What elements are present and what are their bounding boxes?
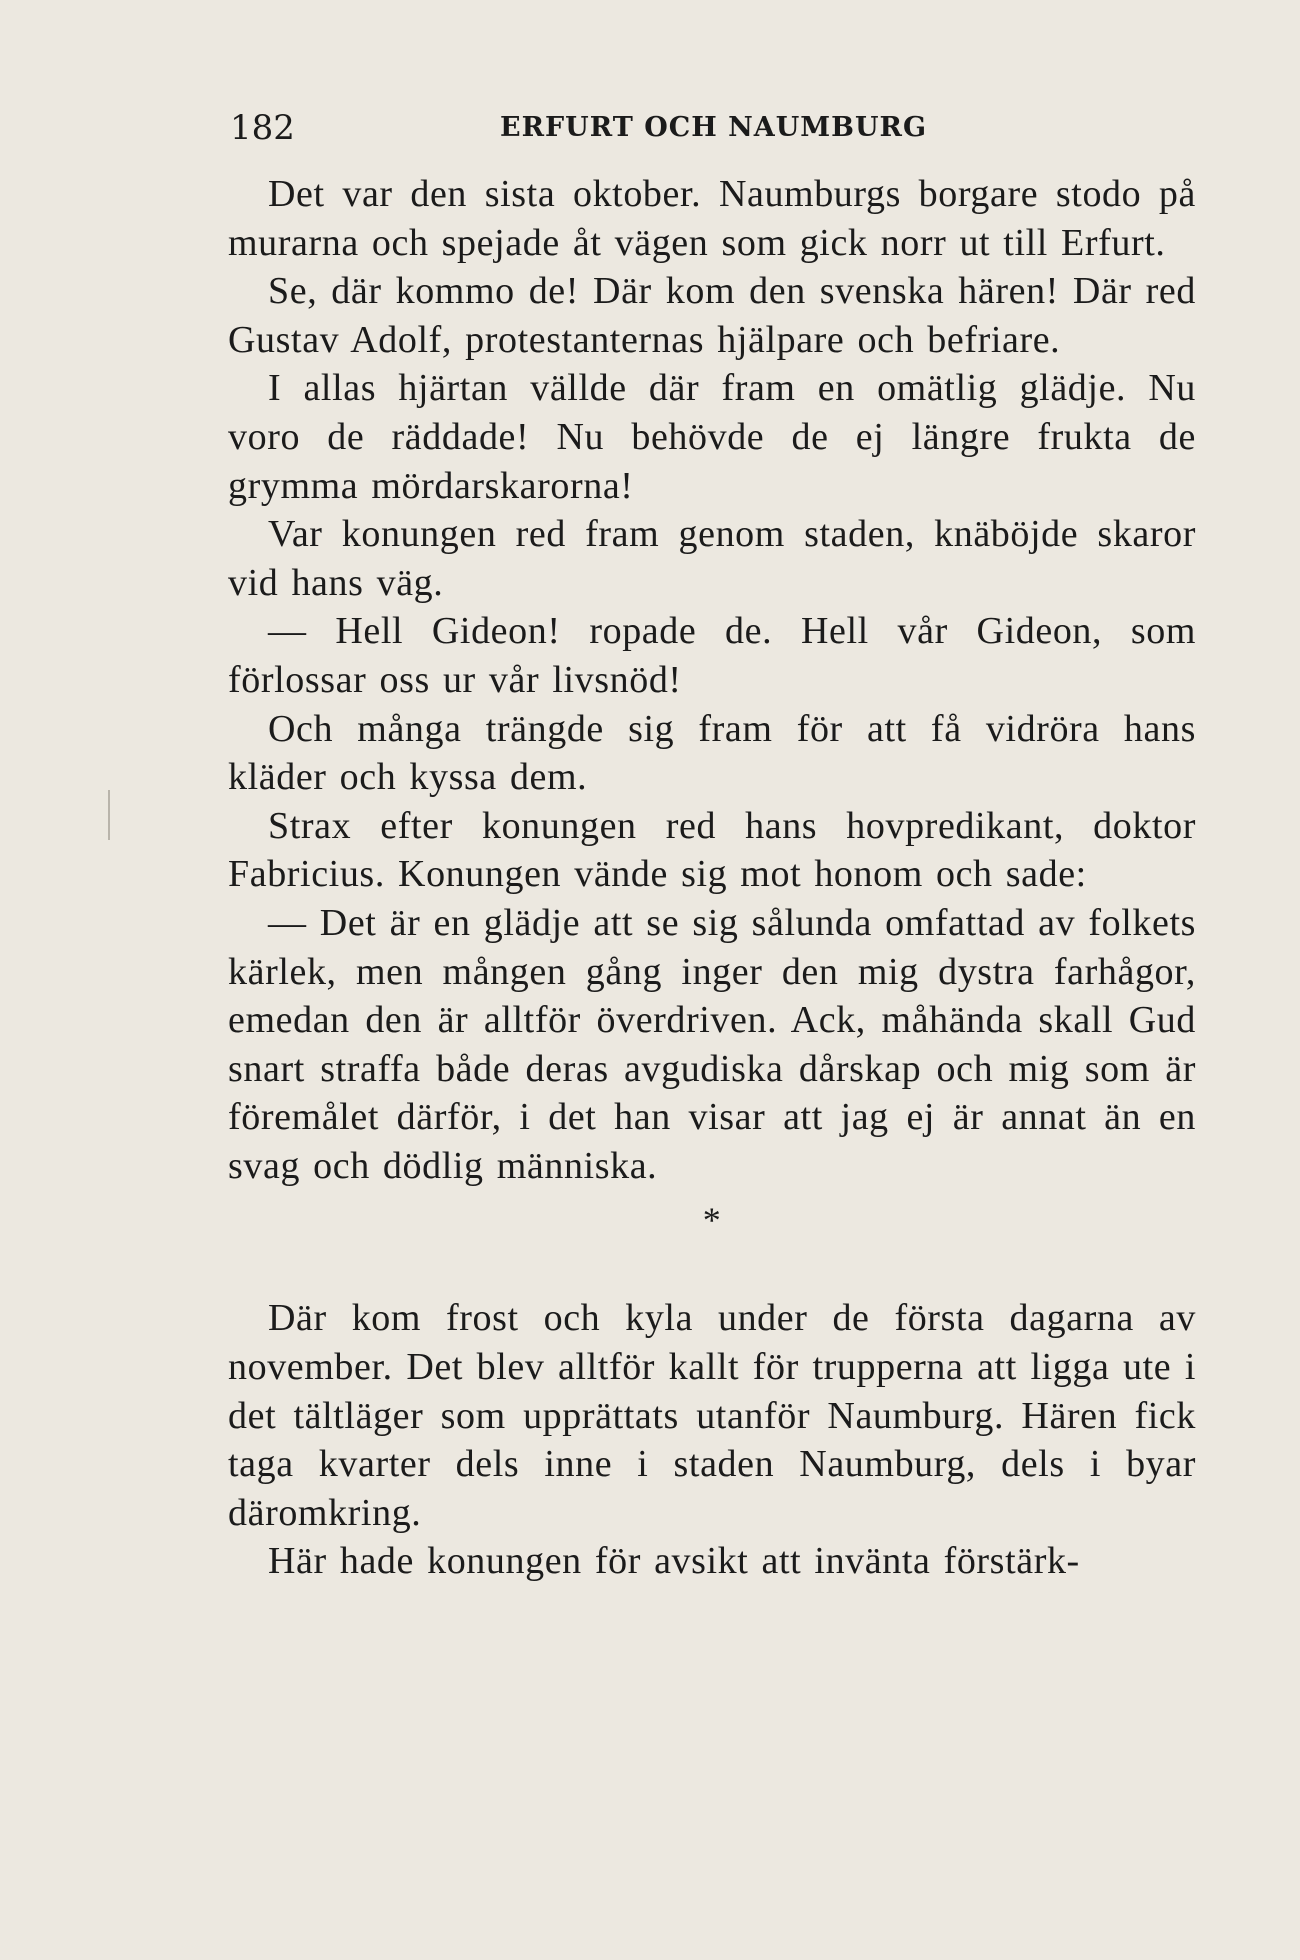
margin-mark [108, 790, 110, 840]
paragraph: Var konungen red fram genom staden, knäböjde skaror vid hans väg. [228, 513, 1196, 604]
paragraph: Och många trängde sig fram för att få vidröra hans kläder och kyssa dem. [228, 707, 1196, 799]
running-title: ERFURT OCH NAUMBURG [500, 112, 928, 143]
paragraph: Se, där kommo de! Där kom den svenska hären! Där red Gustav Adolf, protestanternas hjälpare och befriare. [228, 270, 1196, 361]
paragraph: I allas hjärtan vällde där fram en omätlig glädje. Nu voro de räddade! Nu behövde de ej längre frukta de grymma mördarskarorna! [228, 367, 1196, 507]
paragraph: Här hade konungen för avsikt att invänta förstärk- [268, 1540, 1080, 1583]
paragraph: Där kom frost och kyla under de första dagarna av november. Det blev alltför kallt för trupperna att ligga ute i det tältläger som upprättats utanför Naumburg. Hären fick taga kvarter dels inne i staden Naumburg, dels i byar däromkring. [228, 1297, 1196, 1534]
paragraph: Det var den sista oktober. Naumburgs borgare stodo på murarna och spejade åt vägen som gick norr ut till Erfurt. [228, 173, 1196, 264]
paragraph: Strax efter konungen red hans hovpredikant, doktor Fabricius. Konungen vände sig mot honom och sade: [228, 804, 1196, 896]
page-number: 182 [230, 108, 295, 148]
paragraph: — Det är en glädje att se sig sålunda omfattad av folkets kärlek, men mången gång inger den mig dystra farhågor, emedan den är alltför överdriven. Ack, måhända skall Gud snart straffa både deras avgudiska dårskap och mig som är föremålet därför, i det han visar att jag ej är annat än en svag och dödlig människa. [228, 901, 1196, 1187]
section-separator: * [702, 1200, 722, 1241]
page-header [230, 106, 1195, 150]
body-text [228, 170, 1196, 1586]
paragraph: — Hell Gideon! ropade de. Hell vår Gideon, som förlossar oss ur vår livsnöd! [228, 610, 1196, 701]
